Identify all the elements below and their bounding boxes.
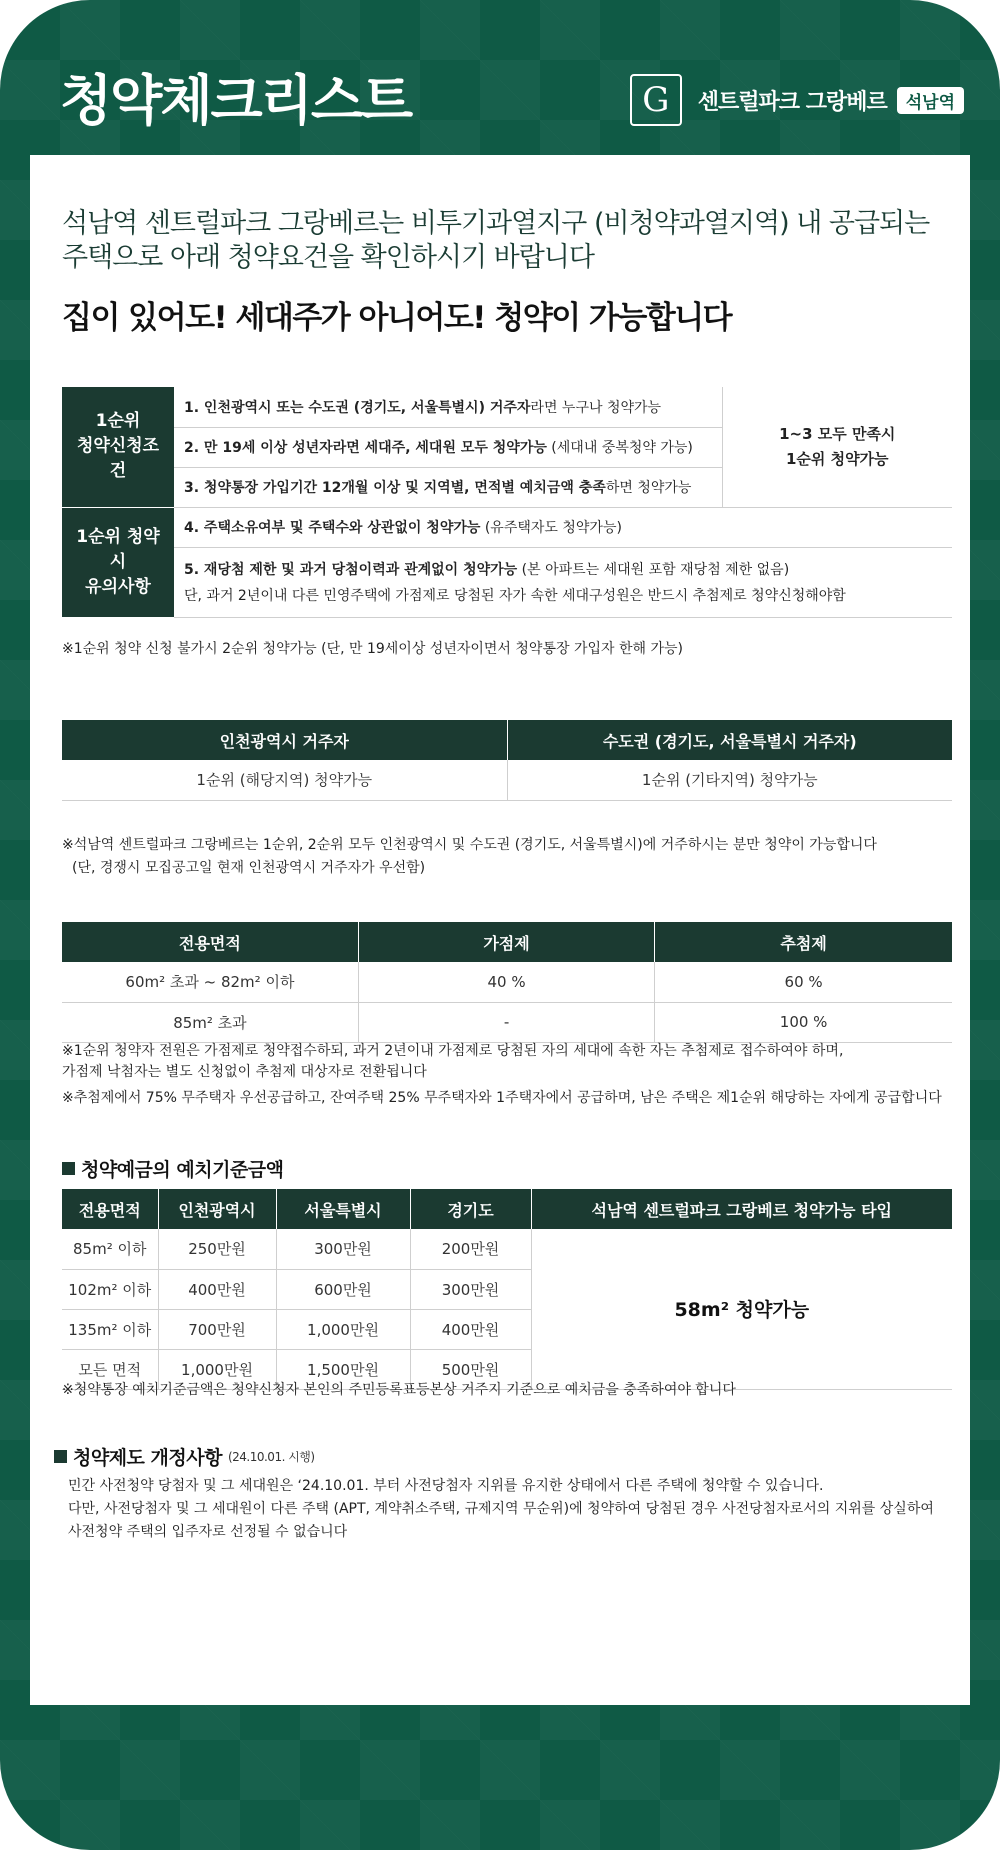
table-cell: 700만원: [158, 1309, 276, 1349]
column-header: 가점제: [358, 922, 654, 962]
content-panel: [30, 155, 970, 1705]
table-cell: 1,000만원: [276, 1309, 410, 1349]
page-title: 청약체크리스트: [60, 69, 412, 132]
table-cell: 200만원: [410, 1229, 531, 1269]
condition-item: 5. 재당첨 제한 및 과거 당첨이력과 관계없이 청약가능 (본 아파트는 세대원 포함 재당첨 제한 없음) 단, 과거 2년이내 다른 민영주택에 가점제로 당첨된 자가 속한 세대구성원은 반드시 추첨제로 청약신청해야함: [174, 547, 952, 617]
residence-table: [62, 720, 952, 801]
table-cell: 1순위 (해당지역) 청약가능: [62, 760, 507, 800]
column-header: 추첨제: [655, 922, 952, 962]
brand: [630, 74, 964, 126]
deposit-table: [62, 1189, 952, 1390]
table-cell: 600만원: [276, 1269, 410, 1309]
table-cell: -: [358, 1002, 654, 1042]
ratio-table: [62, 922, 952, 1043]
table-row: [62, 962, 952, 1002]
table-cell: 85m² 초과: [62, 1002, 358, 1042]
group-header: 1순위 청약시 유의사항: [62, 507, 174, 617]
table-row: [62, 507, 952, 547]
column-header: 인천광역시: [158, 1189, 276, 1229]
table-cell: 1,500만원: [276, 1349, 410, 1389]
table-row: [62, 547, 952, 617]
table-cell: 60m² 초과 ~ 82m² 이하: [62, 962, 358, 1002]
group-header: 1순위 청약신청조건: [62, 387, 174, 507]
ratio-note-cont: 가점제 낙첨자는 별도 신청없이 추첨제 대상자로 전환됩니다: [62, 1064, 427, 1080]
table-row: [62, 1229, 952, 1269]
condition-item: 3. 청약통장 가입기간 12개월 이상 및 지역별, 면적별 예치금액 충족하면 청약가능: [174, 467, 722, 507]
square-bullet-icon: [62, 1162, 75, 1175]
available-type-value: 58m² 청약가능: [531, 1229, 952, 1389]
ratio-note: ※1순위 청약자 전원은 가점제로 청약접수하되, 과거 2년이내 가점제로 당첨된 자의 세대에 속한 자는 추첨제로 접수하여야 하며,: [62, 1043, 844, 1059]
table-cell: 400만원: [158, 1269, 276, 1309]
table-cell: 250만원: [158, 1229, 276, 1269]
brand-logo: G: [630, 74, 682, 126]
table-cell: 400만원: [410, 1309, 531, 1349]
table-cell: 1순위 (기타지역) 청약가능: [507, 760, 952, 800]
table-cell: 1,000만원: [158, 1349, 276, 1389]
condition-item: 1. 인천광역시 또는 수도권 (경기도, 서울특별시) 거주자라면 누구나 청약가능: [174, 387, 722, 427]
table-cell: 135m² 이하: [62, 1309, 158, 1349]
column-header: 서울특별시: [276, 1189, 410, 1229]
table-cell: 100 %: [655, 1002, 952, 1042]
station-badge: 석남역: [897, 87, 964, 114]
intro-text: 석남역 센트럴파크 그랑베르는 비투기과열지구 (비청약과열지역) 내 공급되는 주택으로 아래 청약요건을 확인하시기 바랍니다: [62, 208, 930, 273]
table-cell: 모든 면적: [62, 1349, 158, 1389]
table-header-row: [62, 720, 952, 760]
table-row: [62, 387, 952, 427]
residence-note: ※석남역 센트럴파크 그랑베르는 1순위, 2순위 모두 인천광역시 및 수도권 (경기도, 서울특별시)에 거주하시는 분만 청약이 가능합니다: [62, 837, 877, 853]
condition-item: 4. 주택소유여부 및 주택수와 상관없이 청약가능 (유주택자도 청약가능): [174, 507, 952, 547]
conditions-table: [62, 387, 952, 618]
column-header: 전용면적: [62, 1189, 158, 1229]
reform-section-title: 청약제도 개정사항 (24.10.01. 시행): [54, 1443, 315, 1470]
table-header-row: [62, 1189, 952, 1229]
deposit-section-title: 청약예금의 예치기준금액: [62, 1155, 284, 1182]
table-row: [62, 1002, 952, 1042]
table-cell: 102m² 이하: [62, 1269, 158, 1309]
column-header: 경기도: [410, 1189, 531, 1229]
reform-line-1: 민간 사전청약 당첨자 및 그 세대원은 ‘24.10.01. 부터 사전당첨자 지위를 유지한 상태에서 다른 주택에 청약할 수 있습니다.: [68, 1478, 824, 1494]
condition-item: 2. 만 19세 이상 성년자라면 세대주, 세대원 모두 청약가능 (세대내 중복청약 가능): [174, 427, 722, 467]
table-row: [62, 760, 952, 800]
table-cell: 60 %: [655, 962, 952, 1002]
deposit-note: ※청약통장 예치기준금액은 청약신청자 본인의 주민등록표등본상 거주지 기준으로 예치금을 충족하여야 합니다: [62, 1382, 736, 1398]
intro-headline: 집이 있어도! 세대주가 아니어도! 청약이 가능합니다: [62, 300, 732, 336]
reform-line-3: 사전청약 주택의 입주자로 선정될 수 없습니다: [68, 1524, 348, 1540]
table-cell: 500만원: [410, 1349, 531, 1389]
table-cell: 300만원: [410, 1269, 531, 1309]
reform-line-2: 다만, 사전당첨자 및 그 세대원이 다른 주택 (APT, 계약취소주택, 규제지역 무순위)에 청약하여 당첨된 경우 사전당첨자로서의 지위를 상실하여: [68, 1501, 934, 1517]
square-bullet-icon: [54, 1450, 67, 1463]
column-header: 석남역 센트럴파크 그랑베르 청약가능 타입: [531, 1189, 952, 1229]
column-header: 인천광역시 거주자: [62, 720, 507, 760]
ratio-note-2: ※추첨제에서 75% 무주택자 우선공급하고, 잔여주택 25% 무주택자와 1주택자에서 공급하며, 남은 주택은 제1순위 해당하는 자에게 공급합니다: [62, 1090, 942, 1106]
brand-name: 센트럴파크 그랑베르: [697, 89, 887, 115]
table-header-row: [62, 922, 952, 962]
conditions-note: ※1순위 청약 신청 불가시 2순위 청약가능 (단, 만 19세이상 성년자이면서 청약통장 가입자 한해 가능): [62, 641, 683, 657]
table-cell: 85m² 이하: [62, 1229, 158, 1269]
residence-note-sub: (단, 경쟁시 모집공고일 현재 인천광역시 거주자가 우선함): [72, 860, 426, 876]
table-cell: 300만원: [276, 1229, 410, 1269]
table-cell: 40 %: [358, 962, 654, 1002]
column-header: 전용면적: [62, 922, 358, 962]
column-header: 수도권 (경기도, 서울특별시 거주자): [507, 720, 952, 760]
condition-summary: 1~3 모두 만족시 1순위 청약가능: [722, 387, 952, 507]
